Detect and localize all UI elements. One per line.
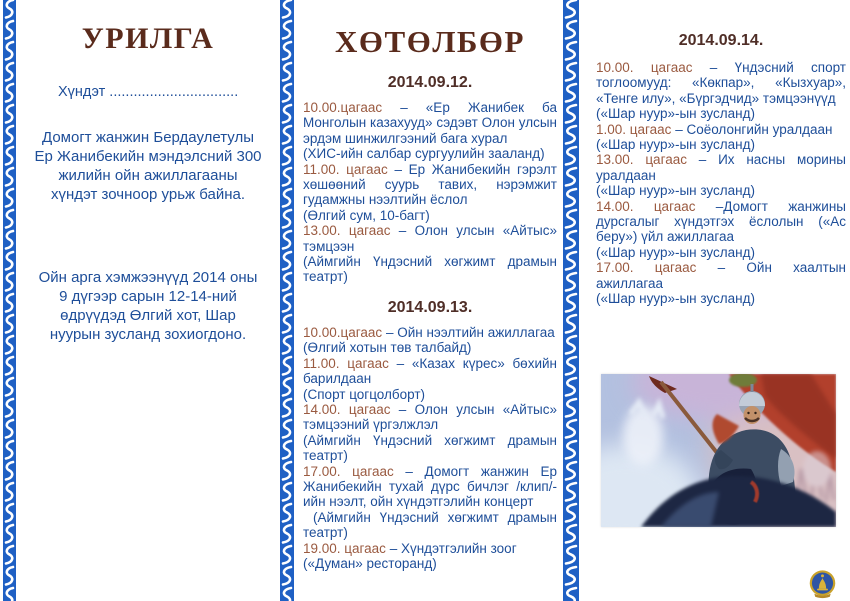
ornament-border-divider-2 [563, 0, 579, 601]
event-text: –Домогт жанжины дурсгалыг хүндэтгэх ёслолын («Ас беру») үйл ажиллагаа [596, 198, 846, 245]
event-time: 10.00.цагаас [303, 100, 383, 115]
event-time: 14.00. цагаас [596, 198, 696, 214]
warrior-painting [601, 374, 836, 527]
schedule-event [303, 100, 557, 146]
invitation-paragraph: Домогт жанжин Бердаулетулы Ер Жанибекийн мэндэлсний 300 жилийн ойн ажиллагааны хүндэт зочноор урьж байна. [34, 129, 262, 203]
schedule-event [596, 152, 846, 183]
event-venue: (Аймгийн Үндэсний хөгжимт драмын театрт) [303, 432, 557, 464]
event-venue: («Шар нуур»-ын зусланд) [596, 244, 755, 260]
event-dates-paragraph: Ойн арга хэмжээнүүд 2014 оны 9 дүгээр сарын 12-14-ний өдрүүдэд Өлгий хот, Шар нуурын зусланд зохиогдоно. [38, 269, 258, 343]
schedule-event [596, 199, 846, 245]
ornament-border-divider-1 [280, 0, 294, 601]
schedule-event [303, 541, 557, 556]
event-time: 11.00. цагаас [303, 161, 388, 177]
event-text: – Ойн хаалтын ажиллагаа [596, 260, 846, 291]
event-time: 13.00. цагаас [596, 152, 687, 168]
event-venue: («Думан» ресторанд) [303, 555, 437, 571]
event-time: 19.00. цагаас [303, 540, 386, 556]
date-header: 2014.09.14. [678, 32, 764, 49]
event-time: 10.00. цагаас [596, 60, 693, 75]
event-text: – Ер Жанибекийн гэрэлт хөшөөний суурь тавих, нэрэмжит гудамжны нээлтийн ёслол [303, 161, 557, 208]
program-panel [303, 0, 557, 571]
schedule-event [596, 60, 846, 106]
program-title: ХӨТӨЛБӨР [335, 24, 525, 59]
day-three-panel [596, 0, 846, 307]
event-text: – Үндэсний спорт тоглоомууд: «Көкпар», «Кызхуар», «Тенге илу», «Бүргэдчид» тэмцээнүүд [596, 60, 846, 106]
event-text: – Домогт жанжин Ер Жанибекийн тухай дүрс бичлэг /клип/-ийн нээлт, ойн хүндэтгэлийн концерт [303, 463, 557, 510]
event-venue: (ХИС-ийн салбар сургуулийн зааланд) [303, 146, 545, 162]
event-text: – «Казах күрес» бөхийн барилдаан [303, 355, 557, 387]
schedule-event [303, 325, 557, 340]
salutation-line: Хүндэт ................................ [58, 84, 239, 100]
event-text: – «Ер Жанибек ба Монголын казахууд» сэдэвт Олон улсын эрдэм шинжилгээний бага хурал [303, 100, 557, 146]
event-venue: («Шар нуур»-ын зусланд) [596, 183, 755, 199]
event-time: 10.00.цагаас [303, 324, 383, 340]
schedule-event [303, 402, 557, 433]
event-time: 17.00. цагаас [596, 260, 697, 276]
event-venue: («Шар нуур»-ын зусланд) [596, 291, 755, 307]
event-venue: (Аймгийн Үндэсний хөгжимт драмын театрт) [303, 254, 557, 285]
schedule-event [596, 122, 846, 137]
schedule-event [303, 223, 557, 254]
event-text: – Хүндэтгэлийн зоог [389, 540, 517, 556]
event-venue: (Аймгийн Үндэсний хөгжимт драмын театрт) [303, 509, 557, 541]
event-text: – Олон улсын «Айтыс» тэмцээний үргэлжлэл [303, 401, 557, 433]
event-text: – Их насны морины уралдаан [596, 152, 846, 183]
mongolia-emblem-icon [807, 569, 838, 600]
event-venue: (Өлгий сум, 10-багт) [303, 207, 430, 223]
event-time: 1.00. цагаас [596, 121, 672, 137]
ornament-border-left [3, 0, 16, 601]
event-time: 13.00. цагаас [303, 223, 391, 239]
invitation-title: УРИЛГА [81, 22, 215, 55]
event-text: – Соёолонгийн уралдаан [675, 121, 833, 137]
event-text: – Ойн нээлтийн ажиллагаа [385, 324, 555, 340]
event-text: – Олон улсын «Айтыс» тэмцээн [303, 223, 557, 254]
event-time: 17.00. цагаас [303, 463, 394, 479]
schedule-event [303, 464, 557, 510]
date-header: 2014.09.12. [387, 74, 473, 91]
invitation-panel [28, 0, 268, 344]
event-venue: (Спорт цогцолборт) [303, 386, 426, 402]
event-time: 11.00. цагаас [303, 355, 389, 371]
schedule-event [303, 356, 557, 387]
event-venue: («Шар нуур»-ын зусланд) [596, 137, 755, 153]
schedule-event [303, 162, 557, 208]
event-venue: («Шар нуур»-ын зусланд) [596, 106, 755, 122]
event-venue: (Өлгий хотын төв талбайд) [303, 340, 472, 356]
event-time: 14.00. цагаас [303, 401, 391, 417]
schedule-event [596, 260, 846, 291]
date-header: 2014.09.13. [387, 298, 473, 316]
